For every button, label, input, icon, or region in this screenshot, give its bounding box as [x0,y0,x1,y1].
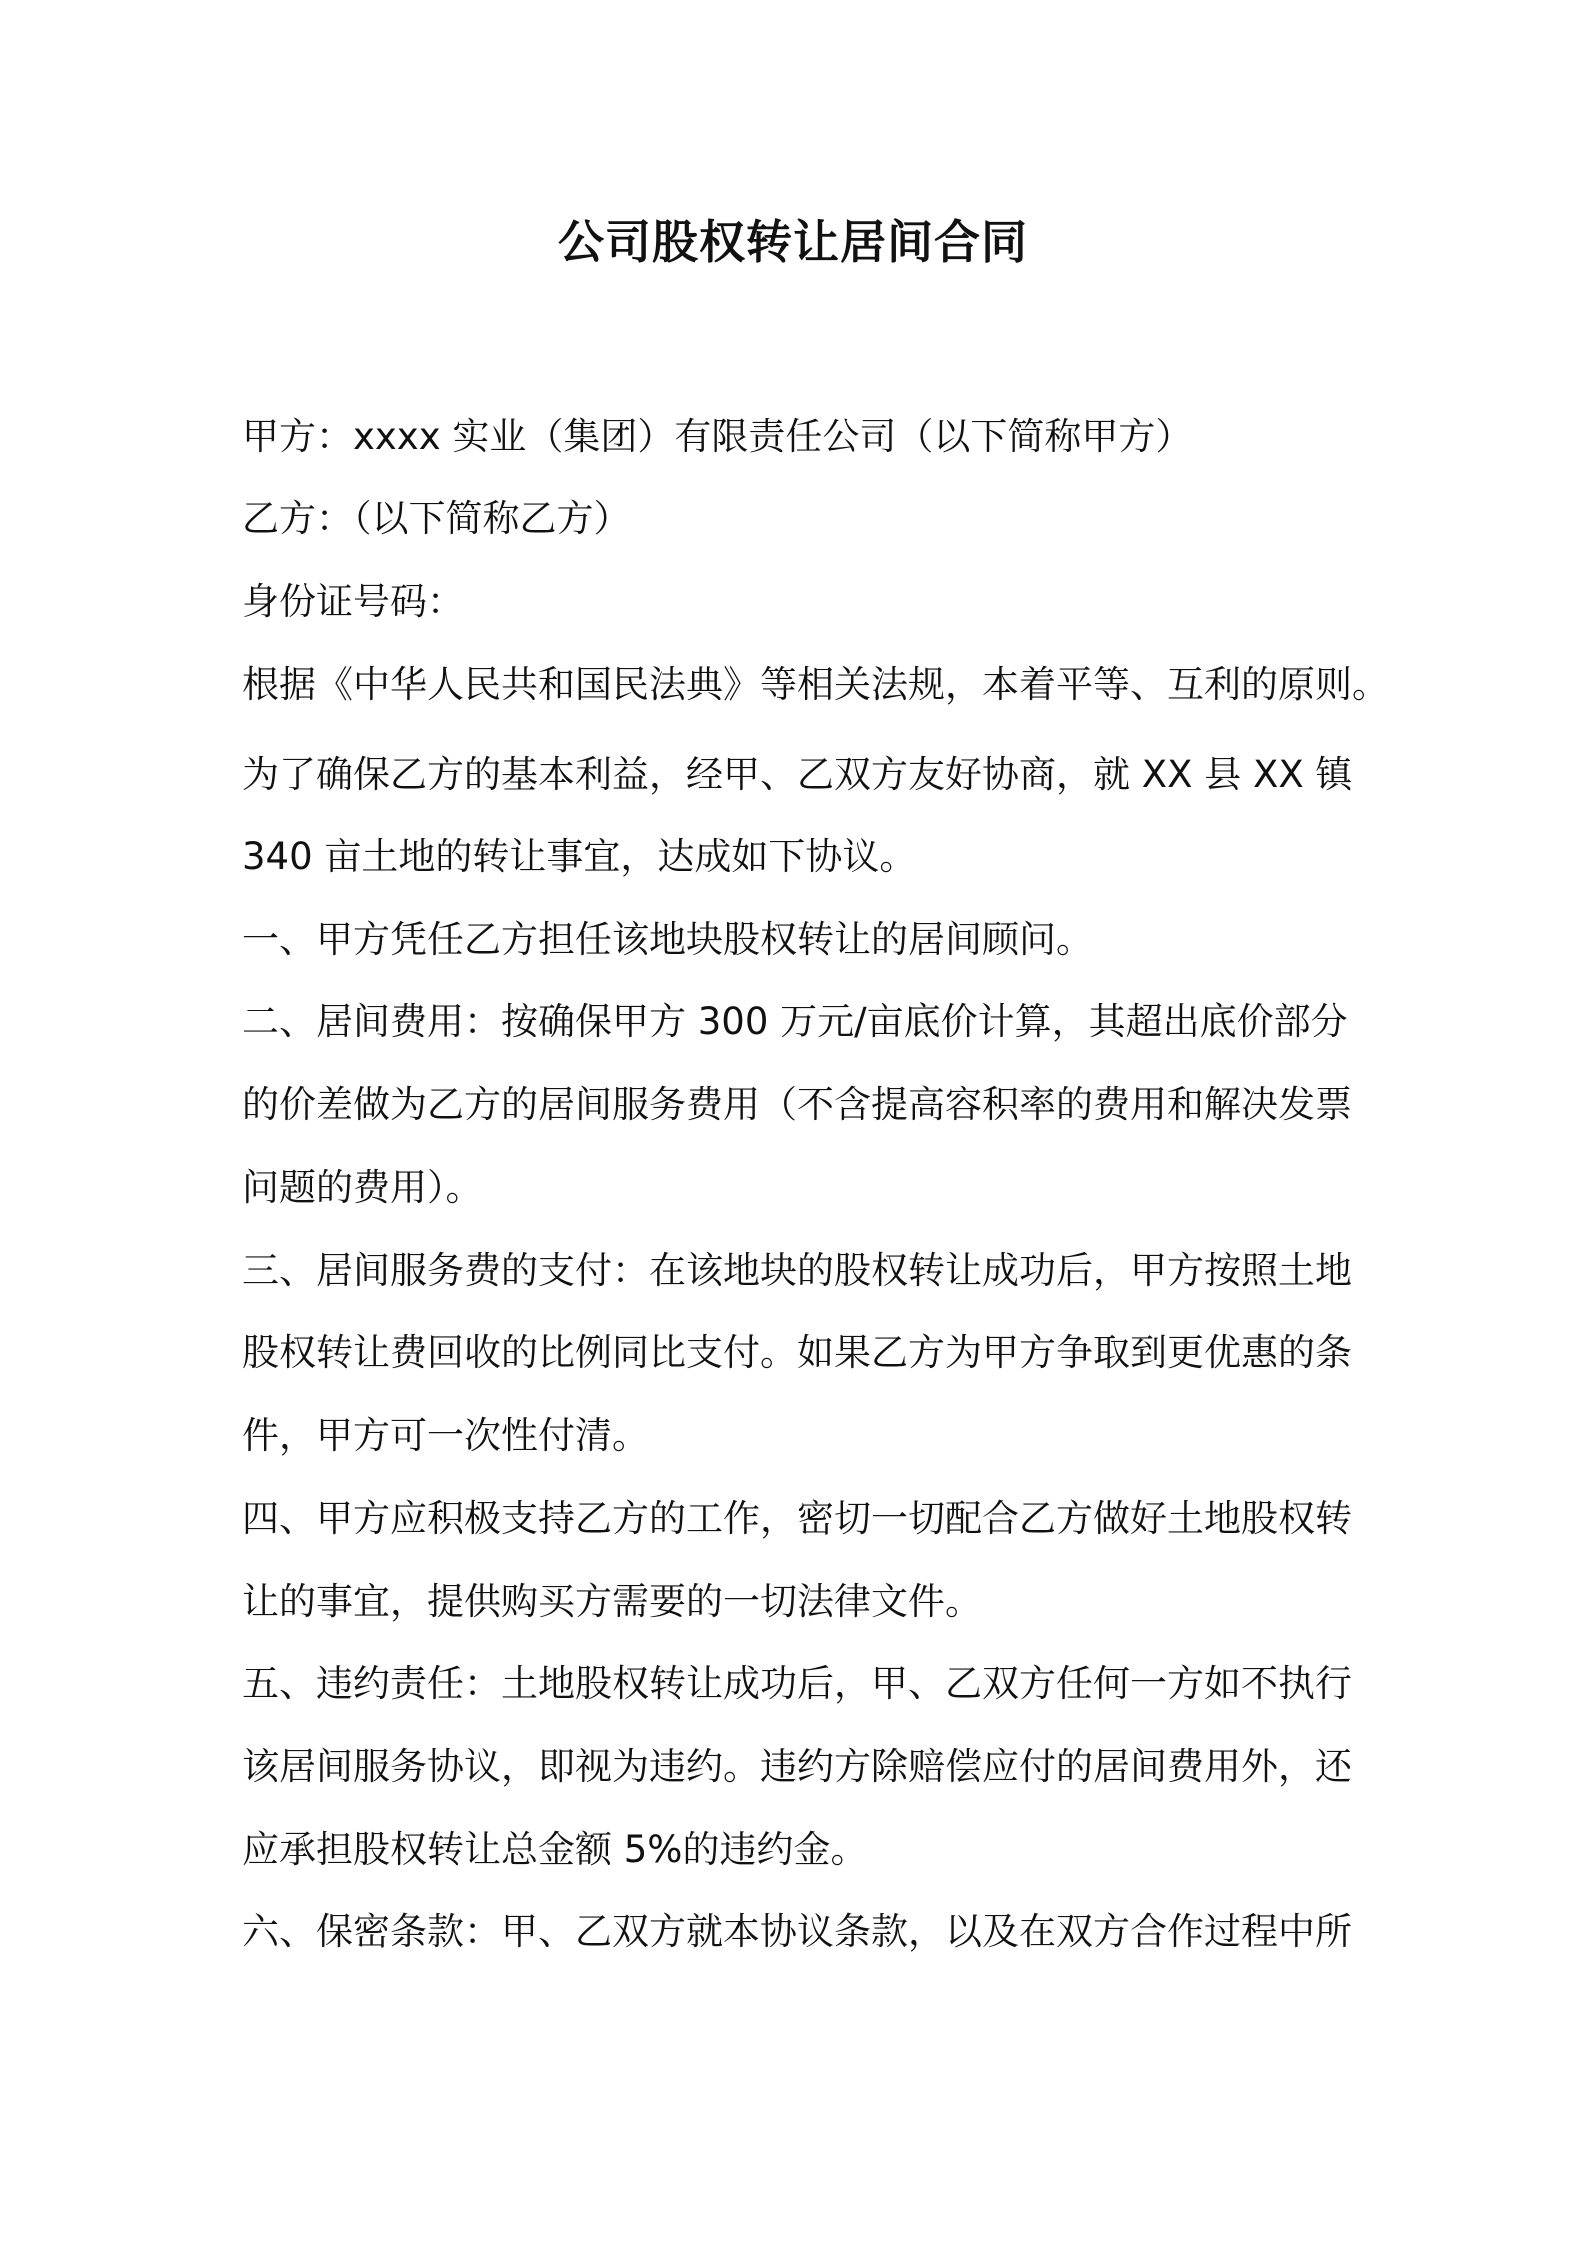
clause-4-line: 四、甲方应积极支持乙方的工作，密切一切配合乙方做好土地股权转 [242,1497,1352,1540]
clause-5-line: 五、违约责任：土地股权转让成功后，甲、乙双方任何一方如不执行 [242,1662,1352,1705]
body-line: 根据《中华人民共和国民法典》等相关法规，本着平等、互利的原则。 [242,663,1389,706]
document-title: 公司股权转让居间合同 [558,215,1028,269]
clause-2-line: 二、居间费用：按确保甲方 300 万元/亩底价计算，其超出底价部分 [242,1000,1348,1043]
party-b-line: 乙方：（以下简称乙方） [242,497,631,540]
clause-4-line: 让的事宜，提供购买方需要的一切法律文件。 [242,1580,982,1623]
body-line: 为了确保乙方的基本利益，经甲、乙双方友好协商，就 XX 县 XX 镇 [242,753,1353,796]
clause-6-line: 六、保密条款：甲、乙双方就本协议条款，以及在双方合作过程中所 [242,1910,1352,1953]
clause-2-line: 的价差做为乙方的居间服务费用（不含提高容积率的费用和解决发票 [242,1083,1352,1126]
body-line: 340 亩土地的转让事宜，达成如下协议。 [242,835,917,878]
party-a-line: 甲方：xxxx 实业（集团）有限责任公司（以下简称甲方） [242,415,1193,458]
clause-5-line: 该居间服务协议，即视为违约。违约方除赔偿应付的居间费用外，还 [242,1745,1352,1788]
clause-5-line: 应承担股权转让总金额 5%的违约金。 [242,1828,868,1871]
clause-3-line: 股权转让费回收的比例同比支付。如果乙方为甲方争取到更优惠的条 [242,1331,1352,1374]
clause-3-line: 三、居间服务费的支付：在该地块的股权转让成功后，甲方按照土地 [242,1249,1352,1292]
id-number-line: 身份证号码： [242,580,464,623]
clause-1-line: 一、甲方凭任乙方担任该地块股权转让的居间顾问。 [242,918,1093,961]
clause-2-line: 问题的费用）。 [242,1166,483,1209]
clause-3-line: 件，甲方可一次性付清。 [242,1414,649,1457]
